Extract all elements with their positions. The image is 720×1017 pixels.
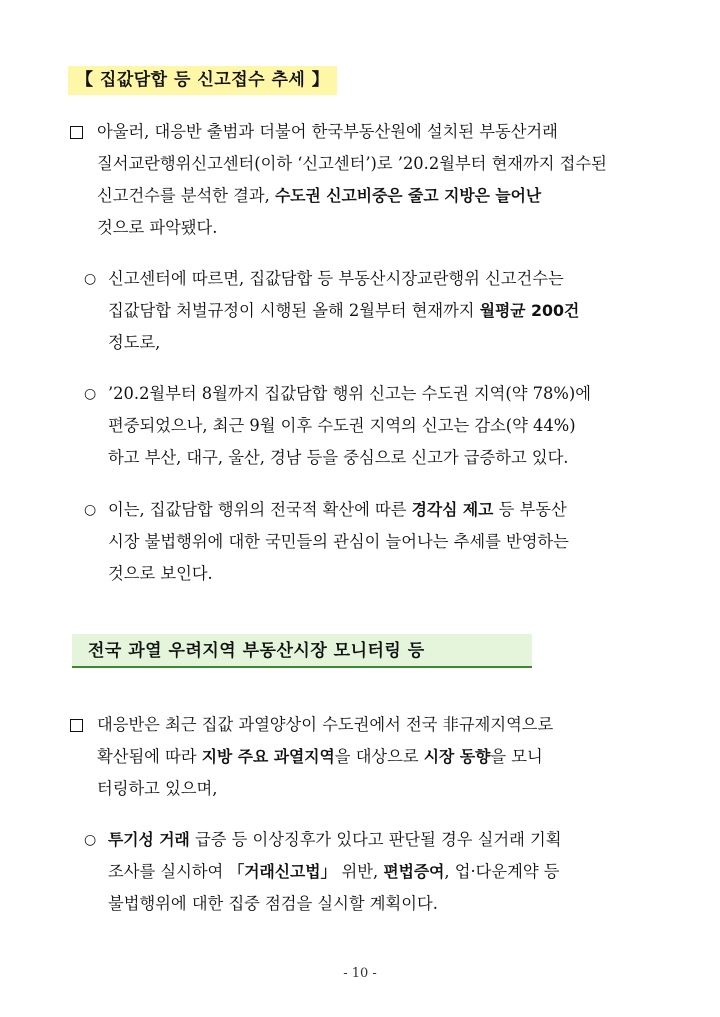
text-line: 불법행위에 대한 집중 점검을 실시할 계획이다. <box>108 894 438 913</box>
emphasis-text: 투기성 거래 <box>108 830 190 849</box>
paragraph-regional-shift <box>84 378 656 474</box>
text-line: 대응반은 최근 집값 과열양상이 수도권에서 전국 非규제지역으로 <box>97 715 554 734</box>
text-line: 투기성 거래 급증 등 이상징후가 있다고 판단될 경우 실거래 기획 <box>108 830 562 849</box>
circle-bullet-icon: ○ <box>84 271 97 287</box>
text-line: 하고 부산, 대구, 울산, 경남 등을 중심으로 신고가 급증하고 있다. <box>108 448 569 467</box>
text-line: 집값담합 처벌규정이 시행된 올해 2월부터 현재까지 월평균 200건 <box>108 301 580 320</box>
text-line: 조사를 실시하여 「거래신고법」 위반, 편법증여, 업·다운계약 등 <box>108 862 560 881</box>
text-line: 질서교란행위신고센터(이하 ‘신고센터’)로 ’20.2월부터 현재까지 접수된 <box>97 154 607 173</box>
text-line: 아울러, 대응반 출범과 더불어 한국부동산원에 설치된 부동산거래 <box>97 122 558 141</box>
circle-bullet-icon: ○ <box>84 502 97 518</box>
text-line: 이는, 집값담합 행위의 전국적 확산에 따른 경각심 제고 등 부동산 <box>108 500 567 519</box>
text-line: 정도로, <box>108 333 161 352</box>
text-line: 신고센터에 따르면, 집값담합 등 부동산시장교란행위 신고건수는 <box>108 269 564 288</box>
text-line: 편중되었으나, 최근 9월 이후 수도권 지역의 신고는 감소(약 44%) <box>108 416 576 435</box>
section-heading-monitoring <box>72 634 532 668</box>
section-heading-report-trend: 【 집값담합 등 신고접수 추세 】 <box>68 66 337 95</box>
text-line: ’20.2월부터 8월까지 집값담합 행위 신고는 수도권 지역(약 78%)에 <box>108 384 591 403</box>
circle-bullet-icon: ○ <box>84 386 97 402</box>
paragraph-report-analysis <box>70 116 660 244</box>
section-heading-text: 전국 과열 우려지역 부동산시장 모니터링 등 <box>88 641 425 661</box>
paragraph-response-team <box>70 709 660 805</box>
text-line: 것으로 파악됐다. <box>97 218 218 237</box>
emphasis-text: 수도권 신고비중은 줄고 지방은 늘어난 <box>274 186 542 205</box>
paragraph-public-interest <box>84 494 656 590</box>
emphasis-text: 편법증여 <box>383 862 445 881</box>
paragraph-report-count <box>84 263 656 359</box>
text-line: 신고건수를 분석한 결과, 수도권 신고비중은 줄고 지방은 늘어난 <box>97 186 542 205</box>
square-bullet-icon <box>70 719 83 732</box>
emphasis-text: 지방 주요 과열지역 <box>201 747 335 766</box>
text-line: 것으로 보인다. <box>108 564 213 583</box>
text-line: 확산됨에 따라 지방 주요 과열지역을 대상으로 시장 동향을 모니 <box>97 747 543 766</box>
emphasis-text: 경각심 제고 <box>411 500 494 519</box>
circle-bullet-icon: ○ <box>84 832 97 848</box>
page-number: - 10 - <box>343 966 377 981</box>
paragraph-inspection-plan <box>84 824 656 920</box>
square-bullet-icon <box>70 126 83 139</box>
emphasis-text: 월평균 200건 <box>479 301 580 320</box>
text-line: 시장 불법행위에 대한 국민들의 관심이 늘어나는 추세를 반영하는 <box>108 532 569 551</box>
emphasis-text: 시장 동향 <box>423 747 491 766</box>
text-line: 터링하고 있으며, <box>97 779 218 798</box>
emphasis-text: 「거래신고법」 <box>228 862 337 881</box>
